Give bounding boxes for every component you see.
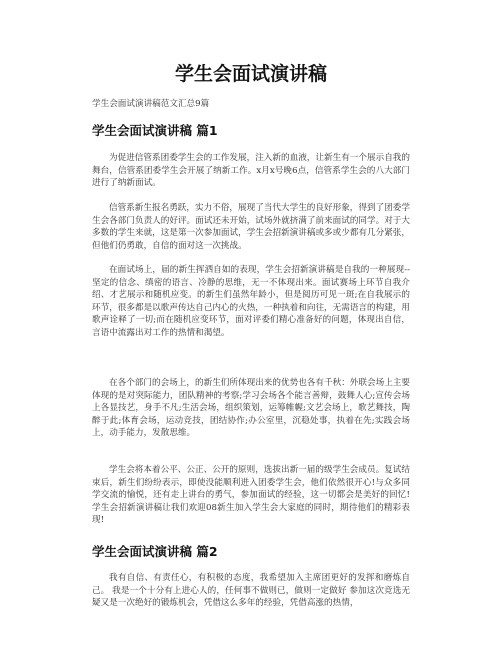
paragraph: 学生会将本着公平、公正、公开的原则，选拔出新一届的级学生会成员。复试结束后，新生们纷纷表示，即使没能顺利进入团委学生会，他们依然很开心!与众多同学交流的愉悦，还有走上讲台的勇气，参加面试的经验，这一切都会是美好的回忆!学生会招新演讲稿让我们欢迎08新生加入学生会大家庭的同时，期待他们的精彩表现!: [92, 465, 410, 526]
paragraph: 在面试场上，届的新生挥洒自如的表现，学生会招新演讲稿是自我的一种展现--坚定的信念、缜密的语言、冷静的思维，无一不体现出来。面试赛场上环节自我介绍、才艺展示和随机应变。的新生们虽然年龄小，但是阅历可见一斑;在自我展示的环节，很多都是以歌声传达自己内心的火热，一种执着和向往，无需语言的构建，用歌声诠释了一切;而在随机应变环节，面对评委们精心准备好的问题，体现出自信，言语中流露出对工作的热情和渴望。: [92, 265, 410, 338]
document-subtitle: 学生会面试演讲稿范文汇总9篇: [92, 99, 210, 109]
section-heading-2: 学生会面试演讲稿 篇2: [92, 544, 218, 559]
paragraph: 信管系新生报名勇跃，实力不俗，展现了当代大学生的良好形象，得到了团委学生会各部门负责人的好评。面试还未开始，试场外就挤满了前来面试的同学。对于大多数的学生来就，这是第一次参加面试，学生会招新演讲稿或多或少都有几分紧张，但他们仍勇敢，自信的面对这一次挑战。: [92, 203, 410, 251]
section-heading-1: 学生会面试演讲稿 篇1: [92, 123, 218, 138]
paragraph: 我有自信、有责任心，有积极的态度，我希望加入主席团更好的发挥和磨炼自己。 我是一个十分有上进心人的，任何事不做则已，做则一定做好 参加这次竞选无疑又是一次绝好的锻炼机会，凭借这么多年的经验，凭借高涨的热情，: [92, 573, 410, 609]
document-title: 学生会面试演讲稿: [174, 63, 327, 85]
paragraph: 为促进信管系团委学生会的工作发展，注入新的血液，让新生有一个展示自我的舞台，信管系团委学生会开展了纳新工作。x月x号晚6点，信管系学生会的八大部门进行了纳新面试。: [92, 153, 410, 189]
paragraph: 在各个部门的会场上，的新生们所体现出来的优势也各有千秋：外联会场上主要体现的是对突际能力，团队精神的考察;学习会场各个能言善辩，鼓舞人心;宣传会场上各显技艺，身手不凡;生活会场，组织策划，运筹帷幄;文艺会场上，歌艺舞技，陶醉于此;体育会场，运动竞技，团结协作;办公室里，沉稳处事，执着在先;实践会场上，动手能力，发散思维。: [92, 378, 410, 439]
